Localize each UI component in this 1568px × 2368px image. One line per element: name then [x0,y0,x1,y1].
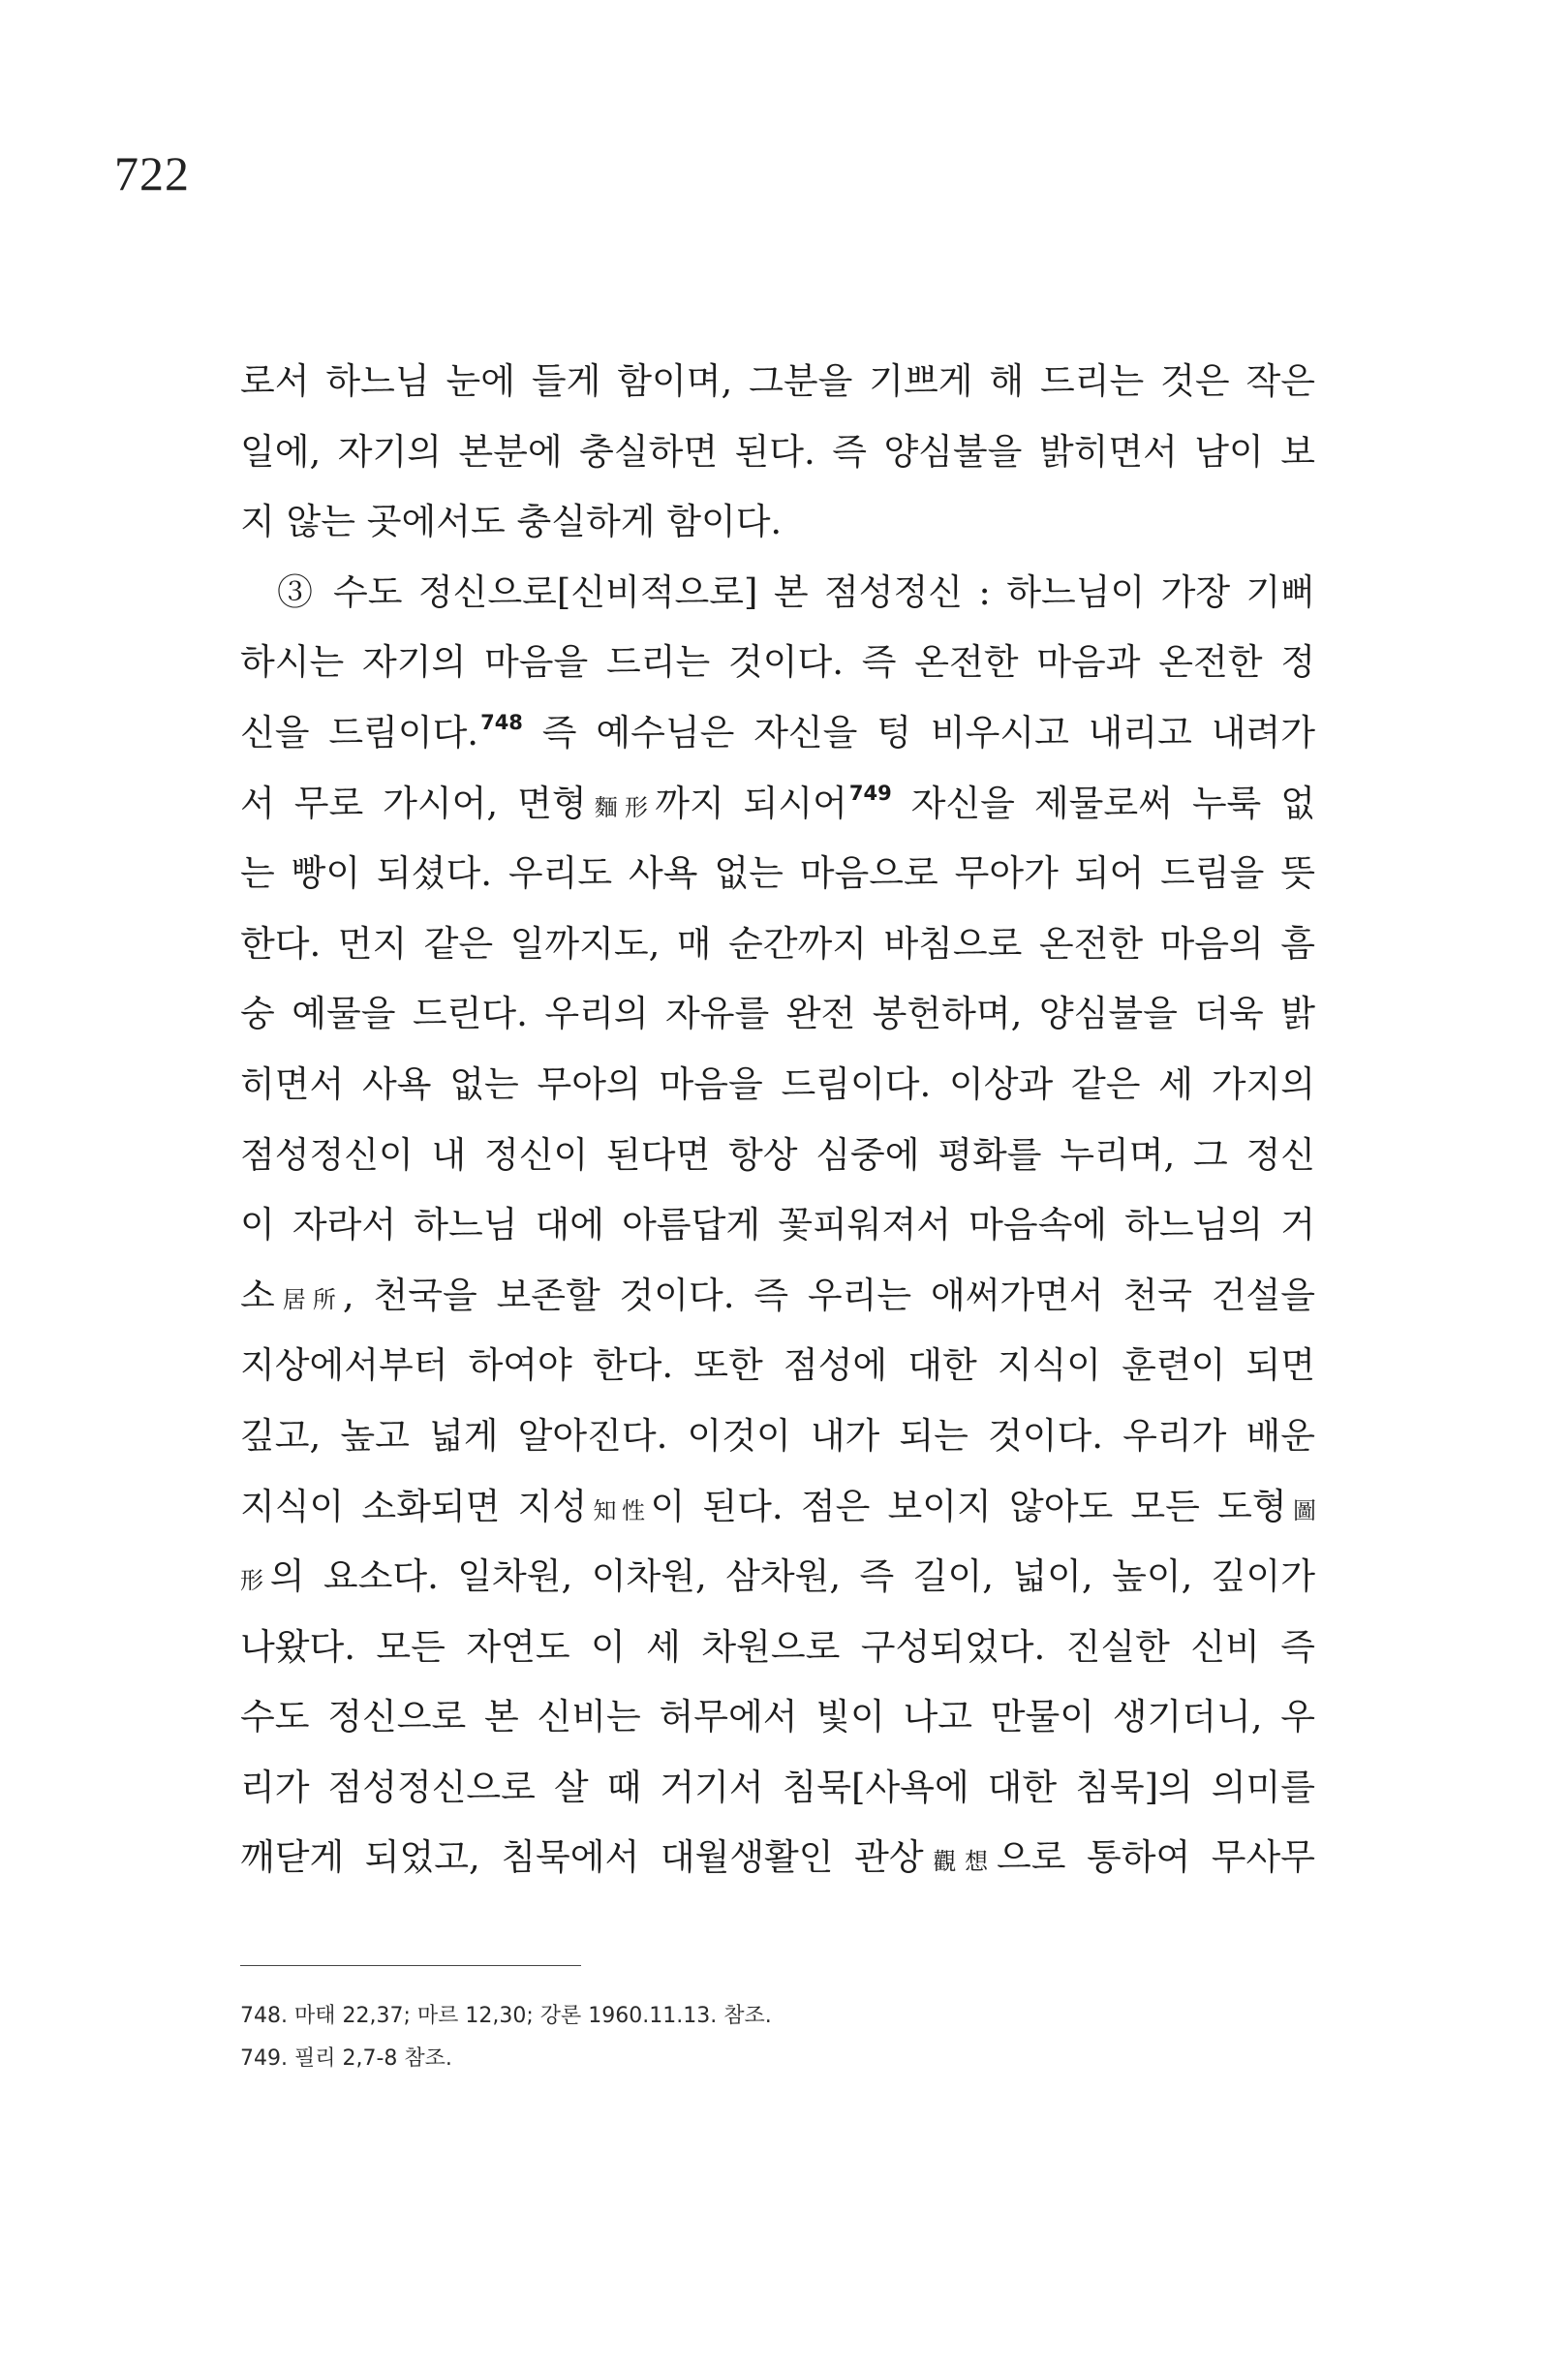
text-line: 점성정신이 내 정신이 된다면 항상 심중에 평화를 누리며, 그 정신 [240,1133,1315,1176]
text-segment: 즉 예수님은 자신을 텅 비우시고 내리고 내려가 [522,711,1315,753]
text-line [240,698,1315,769]
text-line [240,1472,1315,1543]
hanja-annotation: 居所 [274,1285,343,1313]
text-line: 깊고, 높고 넓게 알아진다. 이것이 내가 되는 것이다. 우리가 배운 [240,1414,1315,1457]
text-line: 수도 정신으로 본 신비는 허무에서 빛이 나고 만물이 생기더니, 우 [240,1696,1315,1738]
hanja-annotation: 形 [240,1567,270,1595]
text-segment: 서 무로 가시어, 면형 [240,782,587,824]
text-line: 지 않는 곳에서도 충실하게 함이다. [240,501,783,543]
hanja-annotation: 知性 [587,1496,651,1524]
text-line: 이 자라서 하느님 대에 아름답게 꽃피워져서 마음속에 하느님의 거 [240,1204,1315,1246]
text-segment: 깨닫게 되었고, 침묵에서 대월생활인 관상 [240,1836,924,1879]
page-number: 722 [114,146,190,200]
text-segment: 신을 드림이다. [240,711,479,753]
text-segment: 이 된다. 점은 보이지 않아도 모든 도형 [650,1485,1287,1527]
text-line: 지상에서부터 하여야 한다. 또한 점성에 대한 지식이 훈련이 되면 [240,1344,1315,1387]
text-line [240,769,1315,840]
footnote-divider [240,1965,581,1966]
footnote-749: 749. 필리 2,7-8 참조. [240,2046,452,2071]
text-line: ③ 수도 정신으로[신비적으로] 본 점성정신 : 하느님이 가장 기뻐 [277,570,1315,613]
text-line [240,1261,1315,1332]
text-line: 는 빵이 되셨다. 우리도 사욕 없는 마음으로 무아가 되어 드림을 뜻 [240,852,1315,895]
text-line: 하시는 자기의 마음을 드리는 것이다. 즉 온전한 마음과 온전한 정 [240,641,1315,684]
text-segment: 소 [240,1274,275,1316]
footnote-ref-748[interactable]: 748 [480,710,523,734]
text-line: 숭 예물을 드린다. 우리의 자유를 완전 봉헌하며, 양심불을 더욱 밝 [240,993,1315,1035]
hanja-annotation: 麵形 [586,793,656,821]
footnote-748: 748. 마태 22,37; 마르 12,30; 강론 1960.11.13. 참조. [240,2004,772,2028]
footnote-ref-749[interactable]: 749 [848,781,892,805]
hanja-annotation: 觀想 [923,1848,997,1876]
footnotes [240,1995,772,2080]
hanja-annotation: 圖 [1286,1496,1316,1524]
text-line: 로서 하느님 눈에 들게 함이며, 그분을 기쁘게 해 드리는 것은 작은 [240,360,1315,402]
text-line: 나왔다. 모든 자연도 이 세 차원으로 구성되었다. 진실한 신비 즉 [240,1625,1315,1668]
text-line: 히면서 사욕 없는 무아의 마음을 드림이다. 이상과 같은 세 가지의 [240,1062,1315,1105]
text-line [240,1823,1315,1893]
text-segment: 자신을 제물로써 누룩 없 [891,782,1316,824]
text-segment: 으로 통하여 무사무 [996,1836,1316,1879]
body-text [240,347,1315,1893]
text-segment: , 천국을 보존할 것이다. 즉 우리는 애써가면서 천국 건설을 [342,1274,1315,1316]
text-segment: 지식이 소화되면 지성 [240,1485,588,1527]
text-line: 한다. 먼지 같은 일까지도, 매 순간까지 바침으로 온전한 마음의 흠 [240,922,1315,965]
text-line: 일에, 자기의 본분에 충실하면 된다. 즉 양심불을 밝히면서 남이 보 [240,430,1315,473]
text-line [240,1542,1315,1613]
text-segment: 까지 되시어 [655,782,847,824]
text-segment: 의 요소다. 일차원, 이차원, 삼차원, 즉 길이, 넓이, 높이, 깊이가 [269,1555,1316,1598]
text-line: 리가 점성정신으로 살 때 거기서 침묵[사욕에 대한 침묵]의 의미를 [240,1766,1315,1808]
